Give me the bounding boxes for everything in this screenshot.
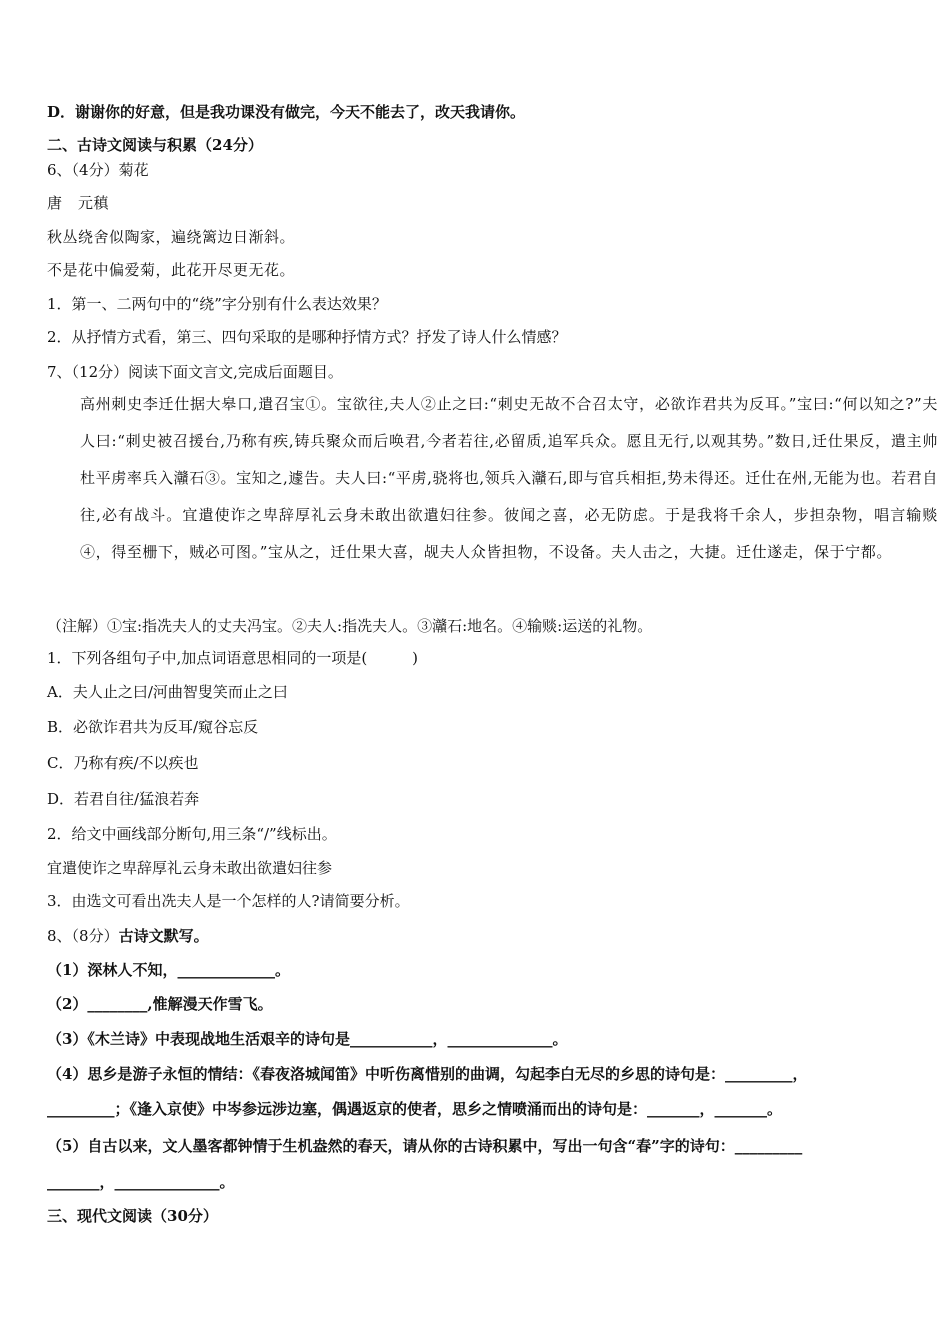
section-2-heading: 二、古诗文阅读与积累（24分） [47,136,263,154]
poem-line-1: 秋丛绕舍似陶家，遍绕篱边日渐斜。 [47,228,296,246]
question-7-3: 3．由选文可看出冼夫人是一个怎样的人?请简要分析。 [47,892,410,910]
classical-passage: 高州刺史李迁仕据大皋口,遣召宝①。宝欲往,夫人②止之曰:“刺史无故不合召太守，必欲诈君共为反耳。”宝曰:“何以知之?”夫人曰:“刺史被召援台,乃称有疾,铸兵聚众而后唤君,今者若往,必留质,追军兵众。愿且无行,以观其势。”数日,迁仕果反，遣主帅杜平虏率兵入灨石③。宝知之,遽告。夫人曰:“平虏,骁将也,领兵入灨石,即与官兵相拒,势未得还。迁仕在州,无能为也。若君自往,必有战斗。宜遣使诈之卑辞厚礼云身未敢出欲遣妇往参。彼闻之喜，必无防虑。于是我将千余人，步担杂物，唱言输赕④，得至栅下，贼必可图。”宝从之，迁仕果大喜，觇夫人众皆担物，不设备。夫人击之，大捷。迁仕遂走，保于宁都。 [80,395,938,561]
option-a: A．夫人止之曰/河曲智叟笑而止之曰 [47,683,288,701]
question-6-2: 2．从抒情方式看，第三、四句采取的是哪种抒情方式？抒发了诗人什么情感？ [47,328,567,346]
question-7-2-text: 宜遣使诈之卑辞厚礼云身未敢出欲遣妇往参 [47,859,333,877]
poem-author: 唐 元稹 [47,194,110,212]
question-8-3: （3）《木兰诗》中表现战地生活艰辛的诗句是___________，______________。 [47,1030,568,1048]
question-8-title [47,926,910,946]
option-b: B．必欲诈君共为反耳/窥谷忘反 [47,718,259,736]
question-8-4-line-2: _________；《逢入京使》中岑参远涉边塞，偶遇返京的使者，思乡之情喷涌而出的诗句是：_______，_______。 [47,1100,783,1118]
question-6-title: 6、（4分）菊花 [47,161,149,179]
question-7-2: 2．给文中画线部分断句,用三条“/”线标出。 [47,825,337,843]
question-8-5-line-2: _______，______________。 [47,1173,235,1191]
option-d-line: D．谢谢你的好意，但是我功课没有做完，今天不能去了，改天我请你。 [47,103,526,121]
question-8-instruction: 古诗文默写。 [118,927,209,945]
question-8-5-line-1: （5）自古以来，文人墨客都钟情于生机盎然的春天，请从你的古诗积累中，写出一句含“春”字的诗句：_________ [47,1137,803,1155]
passage-notes: （注解）①宝:指冼夫人的丈夫冯宝。②夫人:指冼夫人。③灨石:地名。④输赕:运送的礼物。 [47,617,653,635]
question-8-score: 8、（8分） [47,927,119,945]
option-c: C．乃称有疾/不以疾也 [47,754,199,772]
question-6-1: 1．第一、二两句中的“绕”字分别有什么表达效果？ [47,295,387,313]
question-8-1: （1）深林人不知，_____________。 [47,961,290,979]
question-7-title: 7、（12分）阅读下面文言文,完成后面题目。 [47,363,343,381]
question-8-2: （2）________,惟解漫天作雪飞。 [47,995,273,1013]
question-8-4-line-1: （4）思乡是游子永恒的情结：《春夜洛城闻笛》中听伤离惜别的曲调，勾起李白无尽的乡思的诗句是：_________， [47,1065,808,1083]
poem-line-2: 不是花中偏爱菊，此花开尽更无花。 [47,261,296,279]
option-d: D．若君自往/猛浪若奔 [47,790,200,808]
question-7-1: 1．下列各组句子中,加点词语意思相同的一项是( ) [47,649,419,667]
section-3-heading: 三、现代文阅读（30分） [47,1207,218,1225]
